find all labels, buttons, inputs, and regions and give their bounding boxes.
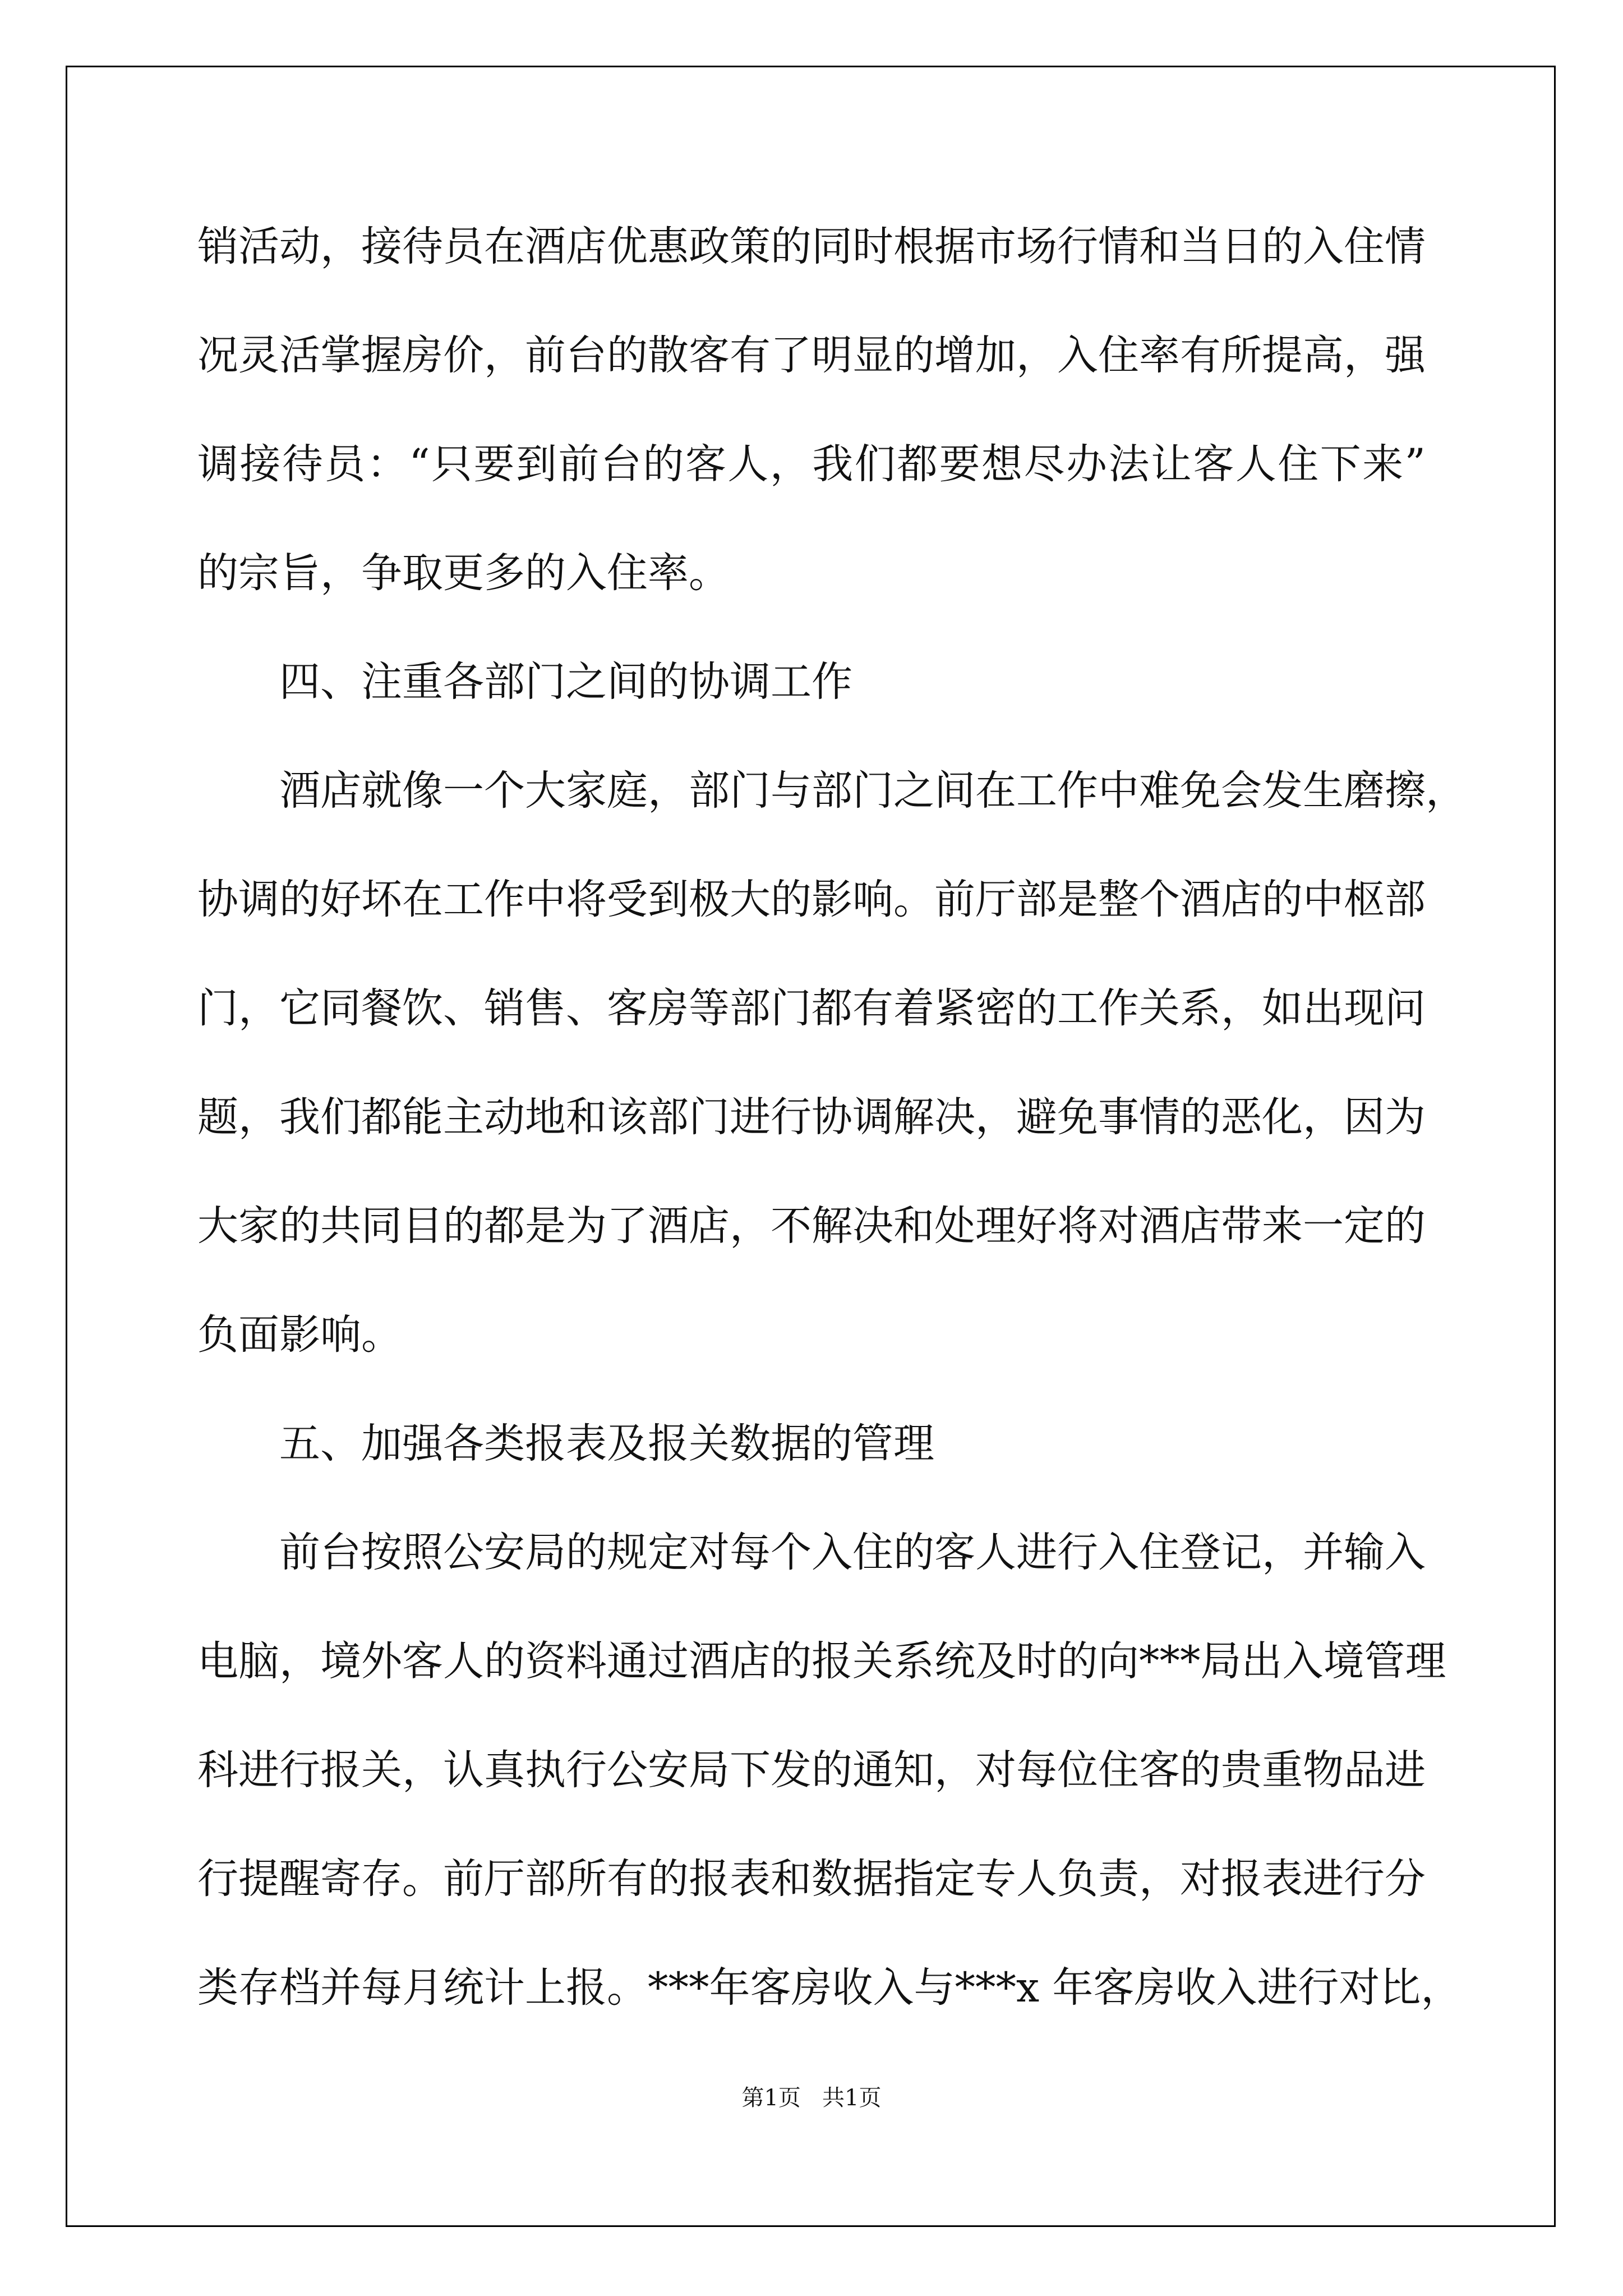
text-line-8: 门，它同餐饮、销售、客房等部门都有着紧密的工作关系，如出现问: [197, 984, 1426, 1032]
section-heading-4: 四、注重各部门之间的协调工作: [279, 658, 852, 706]
text-line-1: 销活动，接待员在酒店优惠政策的同时根据市场行情和当日的入住情: [197, 223, 1426, 270]
text-line-14: 电脑，境外客人的资料通过酒店的报关系统及时的向***局出入境管理: [197, 1637, 1446, 1685]
text-line-17: 类存档并每月统计上报。***年客房收入与***x 年客房收入进行对比，: [197, 1964, 1462, 2012]
text-line-10: 大家的共同目的都是为了酒店，不解决和处理好将对酒店带来一定的: [197, 1202, 1426, 1250]
text-line-9: 题，我们都能主动地和该部门进行协调解决，避免事情的恶化，因为: [197, 1093, 1426, 1141]
section-heading-5: 五、加强各类报表及报关数据的管理: [279, 1420, 934, 1467]
page-number-footer: 第1页 共1页: [741, 2085, 882, 2111]
text-line-11: 负面影响。: [197, 1311, 402, 1359]
text-line-16: 行提醒寄存。前厅部所有的报表和数据指定专人负责，对报表进行分: [197, 1855, 1426, 1903]
text-line-3: 调接待员：“只要到前台的客人，我们都要想尽办法让客人住下来”: [197, 440, 1426, 488]
text-line-13: 前台按照公安局的规定对每个入住的客人进行入住登记，并输入: [279, 1529, 1426, 1576]
text-line-4: 的宗旨，争取更多的入住率。: [197, 549, 730, 597]
text-line-15: 科进行报关，认真执行公安局下发的通知，对每位住客的贵重物品进: [197, 1746, 1426, 1794]
text-line-2: 况灵活掌握房价，前台的散客有了明显的增加，入住率有所提高，强: [197, 332, 1426, 379]
text-line-6: 酒店就像一个大家庭，部门与部门之间在工作中难免会发生磨擦，: [279, 767, 1467, 815]
text-line-7: 协调的好坏在工作中将受到极大的影响。前厅部是整个酒店的中枢部: [197, 876, 1426, 923]
